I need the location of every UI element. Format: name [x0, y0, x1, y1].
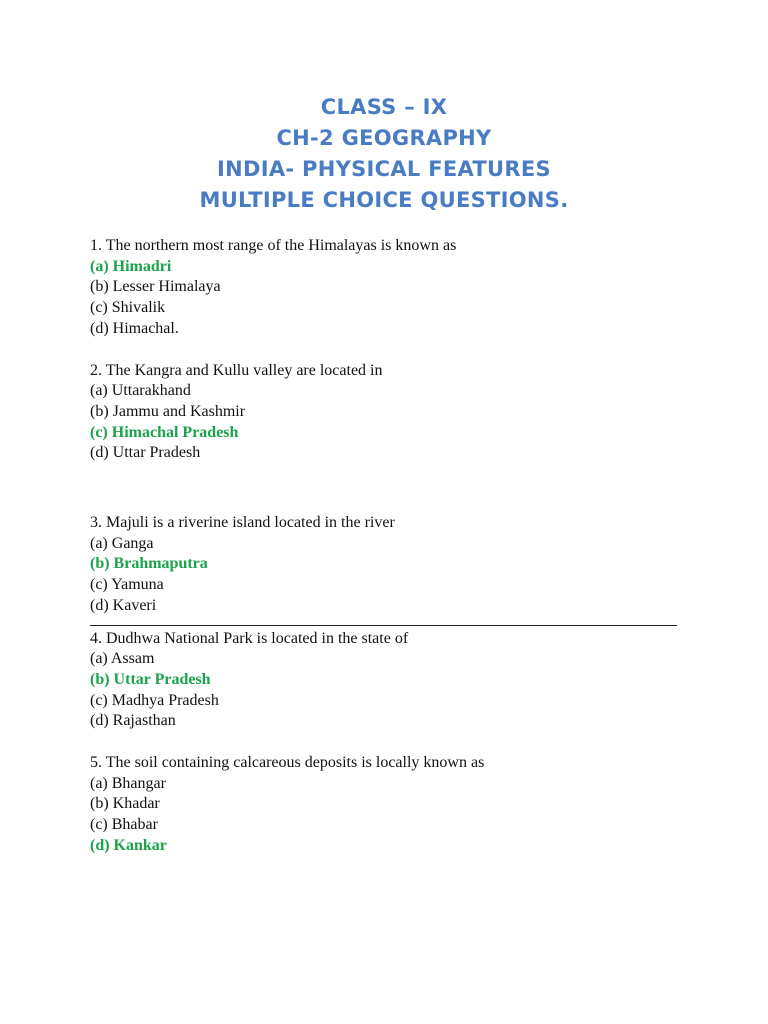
question-text: 5. The soil containing calcareous deposits is locally known as — [90, 754, 485, 772]
answer-option-correct: (a) Himadri — [90, 257, 172, 275]
answer-option: (c) Bhabar — [90, 816, 158, 834]
document-header — [0, 92, 768, 216]
spacer — [90, 464, 690, 513]
spacer — [90, 340, 690, 361]
answer-option-correct: (c) Himachal Pradesh — [90, 423, 239, 441]
answer-option: (b) Lesser Himalaya — [90, 278, 221, 296]
question-text: 2. The Kangra and Kullu valley are located in — [90, 361, 383, 379]
answer-option: (d) Himachal. — [90, 319, 179, 337]
answer-option: (a) Uttarakhand — [90, 382, 191, 400]
question-item — [90, 361, 690, 465]
spacer — [90, 732, 690, 753]
answer-option: (c) Madhya Pradesh — [90, 691, 219, 709]
answer-option: (a) Ganga — [90, 534, 154, 552]
question-item — [90, 629, 690, 733]
answer-option: (a) Assam — [90, 650, 155, 668]
question-list — [90, 236, 690, 857]
answer-option-correct: (b) Brahmaputra — [90, 555, 208, 573]
question-text: 4. Dudhwa National Park is located in the state of — [90, 629, 409, 647]
answer-option: (d) Kaveri — [90, 596, 157, 614]
answer-option: (c) Shivalik — [90, 299, 166, 317]
spacer — [90, 617, 690, 625]
answer-option: (b) Jammu and Kashmir — [90, 402, 246, 420]
class-title: CLASS – IX — [320, 95, 448, 119]
section-title: MULTIPLE CHOICE QUESTIONS. — [199, 188, 569, 212]
question-item — [90, 236, 690, 340]
chapter-title: CH-2 GEOGRAPHY — [276, 126, 492, 150]
question-item — [90, 753, 690, 857]
question-text: 3. Majuli is a riverine island located in the river — [90, 514, 395, 532]
question-text: 1. The northern most range of the Himalayas is known as — [90, 237, 457, 254]
answer-option: (a) Bhangar — [90, 774, 166, 792]
answer-option: (d) Rajasthan — [90, 712, 176, 730]
horizontal-rule — [90, 625, 677, 626]
answer-option-correct: (d) Kankar — [90, 836, 167, 854]
topic-title: INDIA- PHYSICAL FEATURES — [217, 157, 551, 181]
question-item — [90, 513, 690, 617]
answer-option-correct: (b) Uttar Pradesh — [90, 670, 211, 688]
answer-option: (d) Uttar Pradesh — [90, 444, 201, 462]
answer-option: (c) Yamuna — [90, 576, 164, 594]
answer-option: (b) Khadar — [90, 795, 160, 813]
